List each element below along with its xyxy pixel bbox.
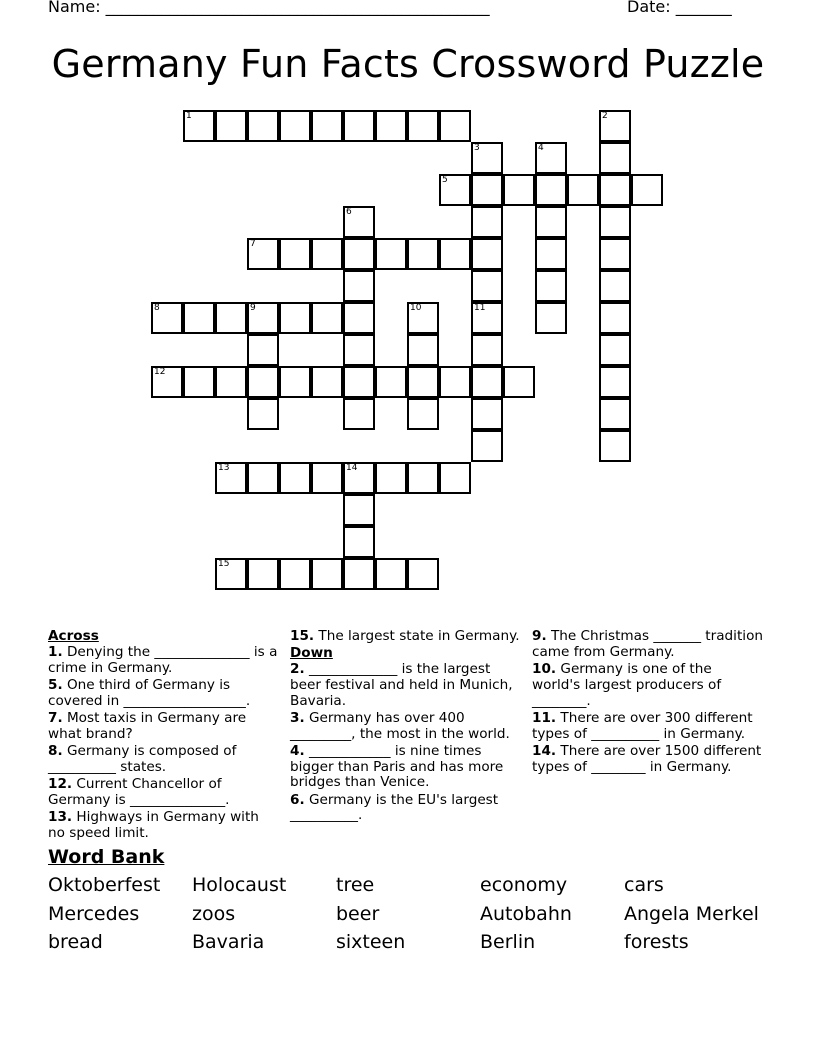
- grid-cell[interactable]: [375, 558, 407, 590]
- clue-num: 11.: [532, 709, 557, 726]
- grid-cell[interactable]: [599, 110, 631, 142]
- grid-cell[interactable]: [471, 238, 503, 270]
- word-bank-item: Angela Merkel: [624, 903, 759, 925]
- grid-cell[interactable]: [599, 430, 631, 462]
- clue-number: 10: [410, 303, 422, 313]
- clue-text: The Christmas _______ tradition came from Germany.: [532, 628, 764, 660]
- grid-cell[interactable]: [247, 462, 279, 494]
- grid-cell[interactable]: [343, 558, 375, 590]
- grid-cell[interactable]: [343, 334, 375, 366]
- grid-cell[interactable]: [215, 302, 247, 334]
- clue-text: Germany is composed of __________ states.: [48, 742, 237, 775]
- grid-cell[interactable]: [343, 238, 375, 270]
- grid-cell[interactable]: [375, 238, 407, 270]
- grid-cell[interactable]: [375, 366, 407, 398]
- clue-num: 9.: [532, 628, 547, 644]
- grid-cell[interactable]: [215, 462, 247, 494]
- grid-cell[interactable]: [599, 142, 631, 174]
- grid-cell[interactable]: [247, 366, 279, 398]
- grid-cell[interactable]: [535, 238, 567, 270]
- grid-cell[interactable]: [599, 238, 631, 270]
- clue-number: 1: [186, 111, 192, 121]
- clue-item: [290, 629, 524, 645]
- grid-cell[interactable]: [279, 110, 311, 142]
- clue-item: [48, 777, 280, 809]
- grid-cell[interactable]: [471, 334, 503, 366]
- word-bank-item: Oktoberfest: [48, 874, 161, 896]
- grid-cell[interactable]: [343, 110, 375, 142]
- clue-item: [532, 629, 764, 661]
- grid-cell[interactable]: [407, 366, 439, 398]
- grid-cell[interactable]: [599, 334, 631, 366]
- clue-number: 13: [218, 463, 230, 473]
- clue-num: 5.: [48, 676, 63, 693]
- clue-column-1: [48, 629, 280, 843]
- grid-cell[interactable]: [471, 174, 503, 206]
- clue-heading: Across: [48, 628, 99, 644]
- grid-cell[interactable]: [503, 174, 535, 206]
- clue-heading: Down: [290, 645, 333, 662]
- clue-number: 4: [538, 143, 544, 153]
- grid-cell[interactable]: [311, 366, 343, 398]
- clue-text: Highways in Germany with no speed limit.: [48, 808, 259, 841]
- grid-cell[interactable]: [343, 526, 375, 558]
- word-bank-item: Mercedes: [48, 903, 140, 925]
- clue-item: [532, 711, 764, 743]
- grid-cell[interactable]: [535, 302, 567, 334]
- clue-num: 4.: [290, 742, 305, 759]
- grid-cell[interactable]: [535, 174, 567, 206]
- grid-cell[interactable]: [599, 366, 631, 398]
- page-title: Germany Fun Facts Crossword Puzzle: [51, 42, 765, 86]
- clue-text: There are over 1500 different types of ________ in Germany.: [532, 742, 762, 775]
- grid-cell[interactable]: [343, 302, 375, 334]
- clue-number: 3: [474, 143, 480, 153]
- grid-cell[interactable]: [183, 366, 215, 398]
- clue-text: Germany is one of the world's largest producers of ________.: [532, 660, 722, 709]
- word-bank-item: tree: [336, 874, 375, 896]
- grid-cell[interactable]: [407, 238, 439, 270]
- grid-cell[interactable]: [343, 270, 375, 302]
- grid-cell[interactable]: [471, 206, 503, 238]
- grid-cell[interactable]: [439, 462, 471, 494]
- name-field: Name: ________________________________________________: [48, 0, 490, 16]
- grid-cell[interactable]: [599, 206, 631, 238]
- grid-cell[interactable]: [279, 302, 311, 334]
- clue-number: 2: [602, 111, 608, 121]
- clue-text: ____________ is nine times bigger than Paris and has more bridges than Venice.: [290, 742, 504, 791]
- grid-cell[interactable]: [407, 558, 439, 590]
- grid-cell[interactable]: [471, 366, 503, 398]
- grid-cell[interactable]: [183, 110, 215, 142]
- grid-cell[interactable]: [407, 302, 439, 334]
- word-bank-item: bread: [48, 931, 103, 953]
- grid-cell[interactable]: [407, 398, 439, 430]
- grid-cell[interactable]: [343, 366, 375, 398]
- grid-cell[interactable]: [407, 462, 439, 494]
- clue-column-2: [290, 629, 524, 826]
- clue-num: 10.: [532, 660, 557, 677]
- grid-cell[interactable]: [599, 302, 631, 334]
- clue-text: Denying the ______________ is a crime in Germany.: [48, 643, 278, 676]
- grid-cell[interactable]: [343, 494, 375, 526]
- word-bank-item: Berlin: [480, 931, 536, 953]
- clue-item: [290, 662, 524, 709]
- clue-item: [532, 744, 764, 776]
- grid-cell[interactable]: [247, 302, 279, 334]
- word-bank-item: Holocaust: [192, 874, 287, 896]
- clue-number: 12: [154, 367, 166, 377]
- clue-number: 9: [250, 303, 256, 313]
- word-bank-item: economy: [480, 874, 568, 896]
- clue-number: 5: [442, 175, 448, 185]
- clue-item: [48, 678, 280, 710]
- grid-cell[interactable]: [343, 206, 375, 238]
- clue-item: [48, 744, 280, 776]
- grid-cell[interactable]: [503, 366, 535, 398]
- clue-num: 7.: [48, 709, 63, 726]
- grid-cell[interactable]: [471, 430, 503, 462]
- grid-cell[interactable]: [311, 462, 343, 494]
- grid-cell[interactable]: [311, 238, 343, 270]
- grid-cell[interactable]: [183, 302, 215, 334]
- clue-number: 11: [474, 303, 486, 313]
- grid-cell[interactable]: [151, 366, 183, 398]
- grid-cell[interactable]: [375, 462, 407, 494]
- grid-cell[interactable]: [567, 174, 599, 206]
- grid-cell[interactable]: [279, 366, 311, 398]
- date-field: Date: _______: [627, 0, 732, 16]
- grid-cell[interactable]: [599, 398, 631, 430]
- grid-cell[interactable]: [375, 110, 407, 142]
- clue-num: 15.: [290, 628, 315, 644]
- clue-text: The largest state in Germany.: [314, 628, 520, 644]
- word-bank-item: Bavaria: [192, 931, 265, 953]
- clue-num: 1.: [48, 643, 63, 660]
- clue-num: 8.: [48, 742, 63, 759]
- grid-cell[interactable]: [311, 110, 343, 142]
- grid-cell[interactable]: [439, 174, 471, 206]
- clue-item: [290, 711, 524, 743]
- clue-text: Germany is the EU's largest __________.: [290, 791, 499, 824]
- grid-cell[interactable]: [215, 366, 247, 398]
- grid-cell[interactable]: [471, 398, 503, 430]
- grid-cell[interactable]: [247, 558, 279, 590]
- clue-num: 2.: [290, 660, 305, 677]
- grid-cell[interactable]: [247, 398, 279, 430]
- grid-cell[interactable]: [311, 558, 343, 590]
- grid-cell[interactable]: [311, 302, 343, 334]
- clue-number: 8: [154, 303, 160, 313]
- word-bank-item: beer: [336, 903, 380, 925]
- grid-cell[interactable]: [247, 238, 279, 270]
- clue-item: [532, 662, 764, 709]
- clue-item: [48, 810, 280, 842]
- clue-item: [48, 645, 280, 677]
- clue-text: Most taxis in Germany are what brand?: [48, 709, 247, 742]
- grid-cell[interactable]: [439, 366, 471, 398]
- clue-text: Current Chancellor of Germany is ______________.: [48, 775, 230, 808]
- grid-cell[interactable]: [151, 302, 183, 334]
- grid-cell[interactable]: [247, 334, 279, 366]
- clue-item: [290, 744, 524, 791]
- grid-cell[interactable]: [471, 302, 503, 334]
- clue-num: 6.: [290, 791, 305, 808]
- word-bank-item: sixteen: [336, 931, 406, 953]
- clue-number: 7: [250, 239, 256, 249]
- grid-cell[interactable]: [343, 398, 375, 430]
- grid-cell[interactable]: [439, 110, 471, 142]
- word-bank-item: Autobahn: [480, 903, 572, 925]
- grid-cell[interactable]: [471, 270, 503, 302]
- grid-cell[interactable]: [407, 110, 439, 142]
- grid-cell[interactable]: [599, 270, 631, 302]
- clue-column-3: [532, 629, 764, 777]
- word-bank-item: forests: [624, 931, 689, 953]
- clue-num: 13.: [48, 808, 73, 825]
- grid-cell[interactable]: [279, 462, 311, 494]
- clue-item: [48, 711, 280, 743]
- grid-cell[interactable]: [535, 142, 567, 174]
- clue-text: One third of Germany is covered in __________________.: [48, 676, 251, 709]
- grid-cell[interactable]: [215, 558, 247, 590]
- grid-cell[interactable]: [439, 238, 471, 270]
- grid-cell[interactable]: [215, 110, 247, 142]
- grid-cell[interactable]: [343, 462, 375, 494]
- clue-number: 14: [346, 463, 358, 473]
- clue-num: 3.: [290, 709, 305, 726]
- clue-item: [290, 793, 524, 825]
- clue-text: _____________ is the largest beer festival and held in Munich, Bavaria.: [290, 660, 513, 709]
- grid-cell[interactable]: [599, 174, 631, 206]
- word-bank-item: cars: [624, 874, 664, 896]
- grid-cell[interactable]: [535, 270, 567, 302]
- clue-text: Germany has over 400 _________, the most in the world.: [290, 709, 510, 742]
- grid-cell[interactable]: [471, 142, 503, 174]
- grid-cell[interactable]: [279, 238, 311, 270]
- clue-num: 14.: [532, 742, 557, 759]
- word-bank-title: Word Bank: [48, 846, 165, 868]
- grid-cell[interactable]: [535, 206, 567, 238]
- grid-cell[interactable]: [407, 334, 439, 366]
- grid-cell[interactable]: [631, 174, 663, 206]
- clue-number: 6: [346, 207, 352, 217]
- clue-num: 12.: [48, 775, 73, 792]
- clue-text: There are over 300 different types of __________ in Germany.: [532, 709, 753, 742]
- word-bank-item: zoos: [192, 903, 236, 925]
- grid-cell[interactable]: [247, 110, 279, 142]
- clue-number: 15: [218, 559, 230, 569]
- grid-cell[interactable]: [279, 558, 311, 590]
